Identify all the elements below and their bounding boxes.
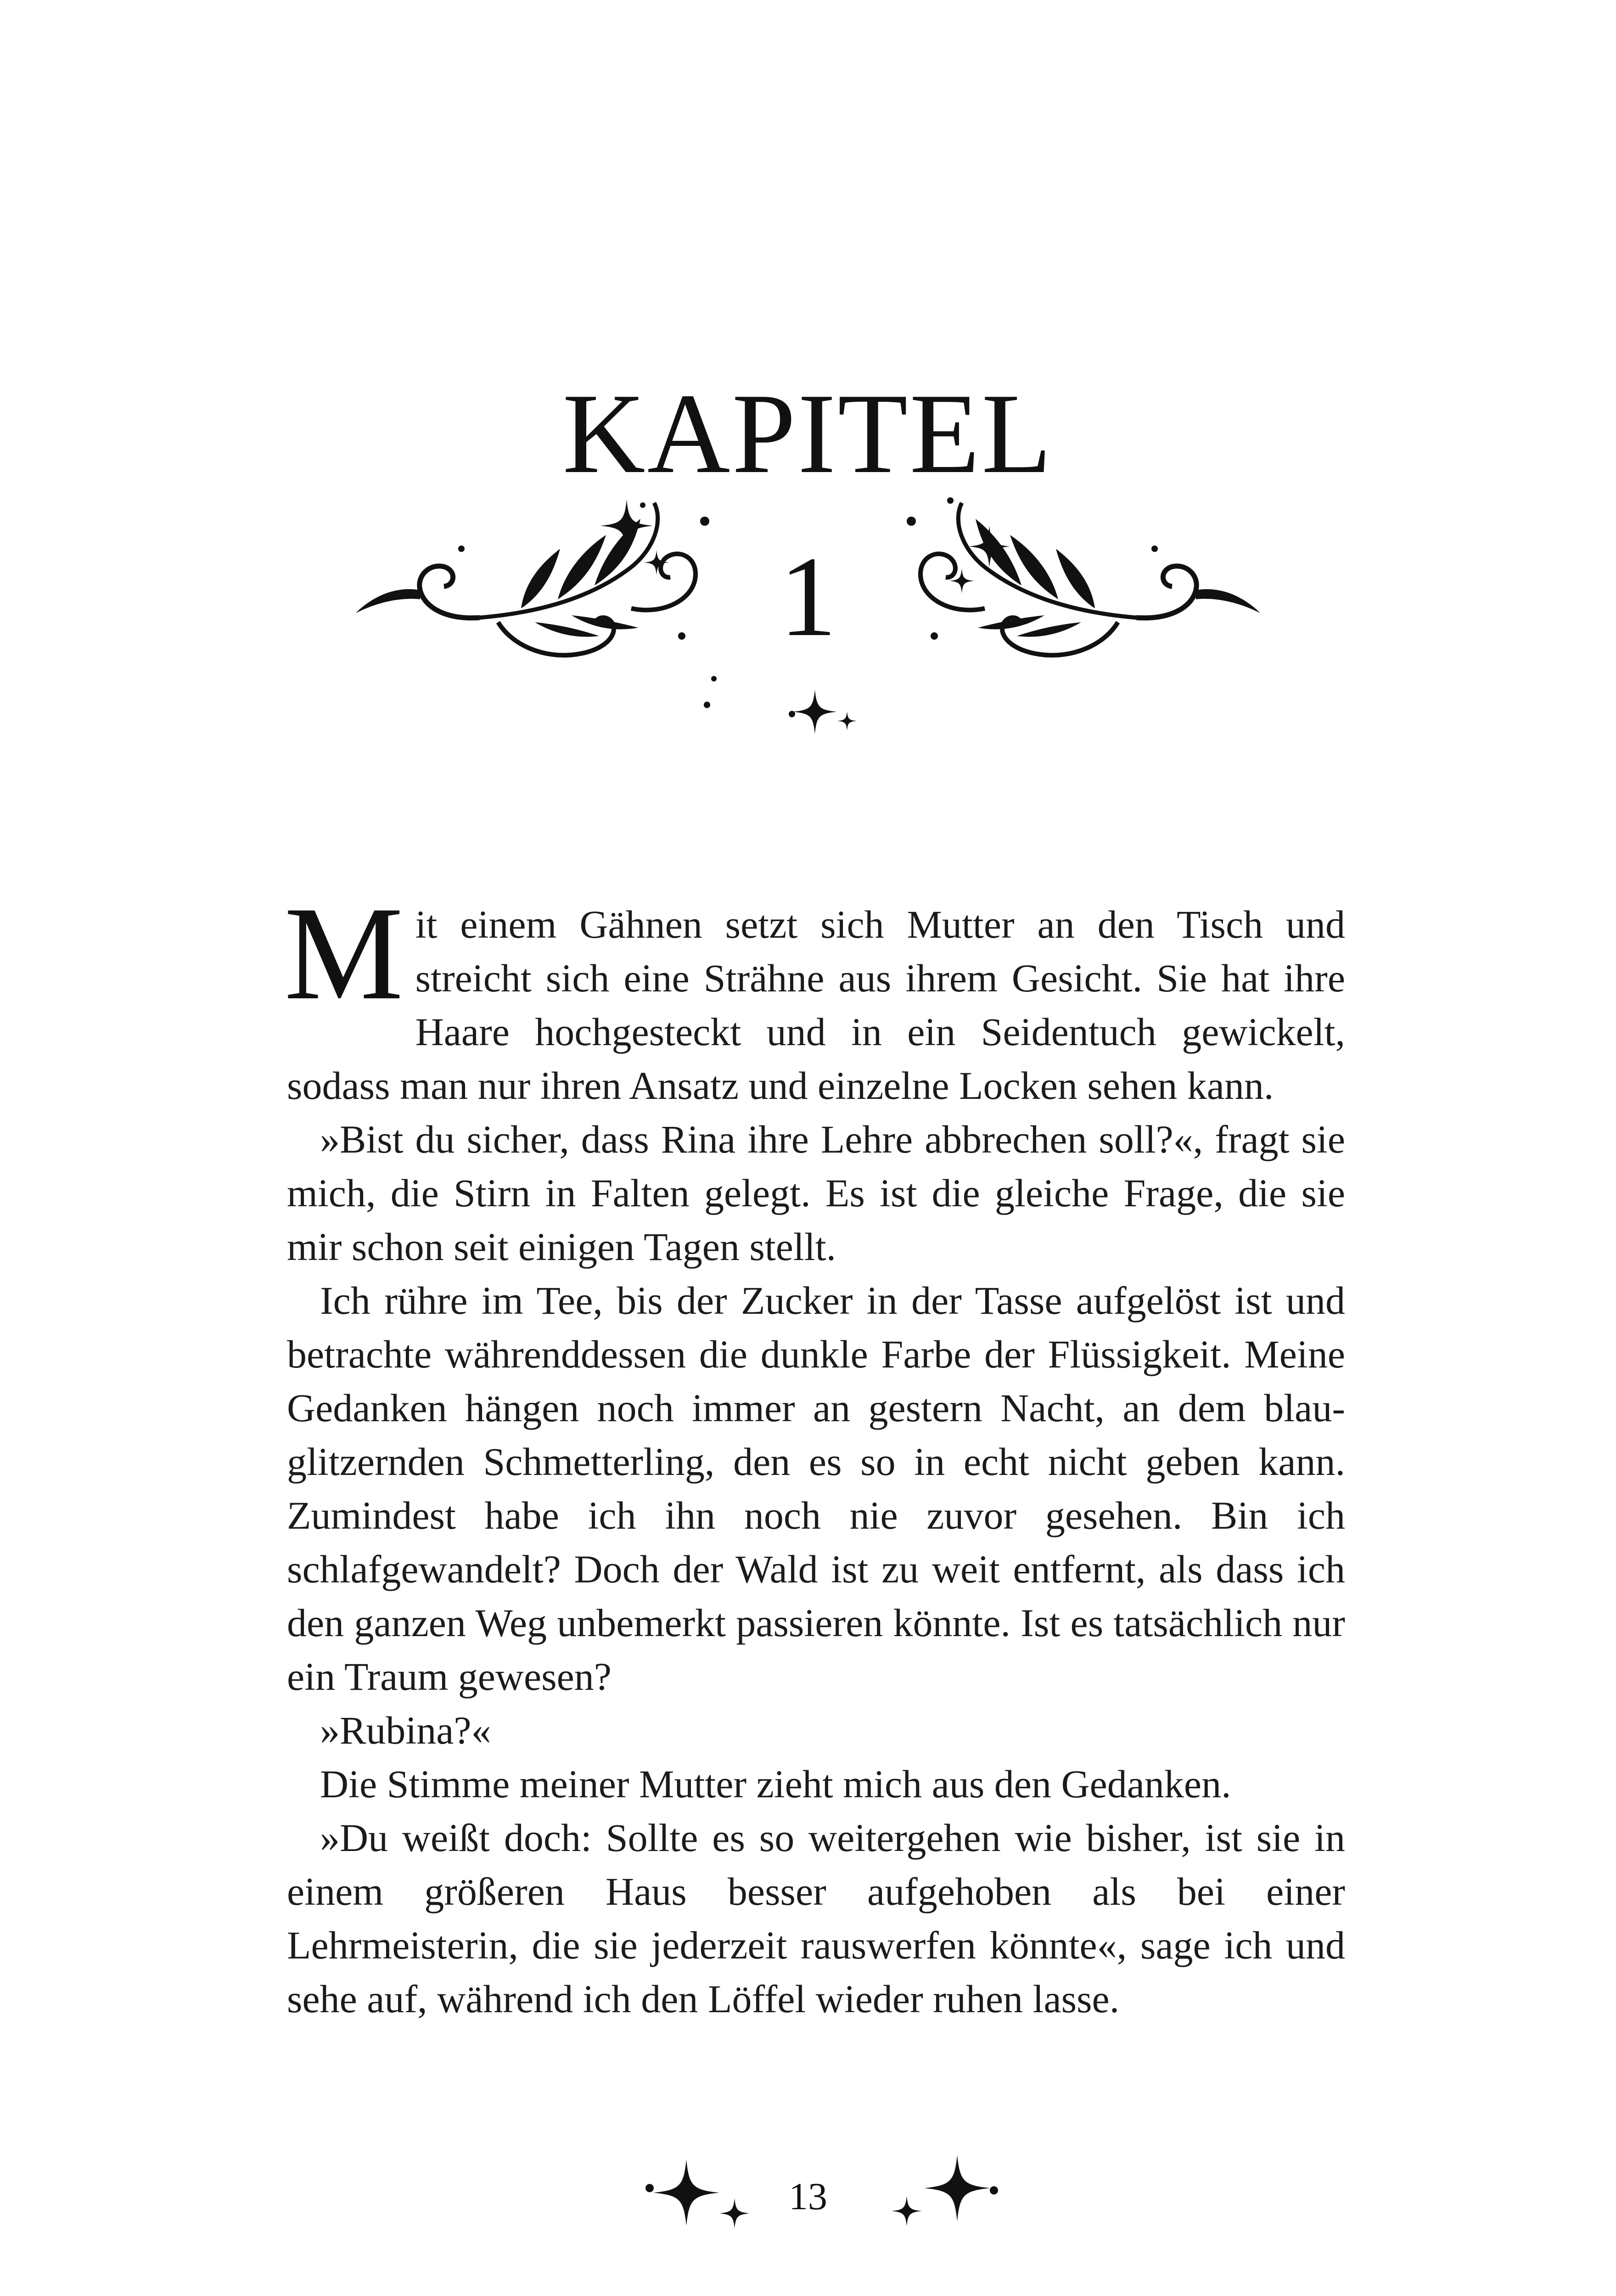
paragraph-4: »Rubina?« [320, 1708, 491, 1752]
chapter-number: 1 [779, 533, 837, 660]
chapter-heading: KAPITEL [562, 370, 1054, 497]
page-number: 13 [789, 2175, 827, 2218]
paragraph-6: »Du weißt doch: Sollte es so weitergehen wie bisher, ist sie in einem größeren Haus besser aufgehoben als bei einer Lehrmeisterin, die sie jederzeit rauswerfen könnte«, sage ich und sehe auf, während ich den Löffel wieder ruhen lasse. [287, 1816, 1345, 2021]
paragraph-2: »Bist du sicher, dass Rina ihre Lehre abbrechen soll?«, fragt sie mich, die Stirn in Falten gelegt. Es ist die gleiche Frage, die sie mir schon seit einigen Tagen stellt. [287, 1117, 1345, 1269]
chapter-text [284, 879, 1345, 2026]
paragraph-3: Ich rühre im Tee, bis der Zucker in der Tasse aufgelöst ist und betrachte währenddessen die dunkle Farbe der Flüssigkeit. Meine Gedanken hängen noch immer an gestern Nacht, an dem blau-glitzernden Schmetterling, den es so in echt nicht geben kann. Zumindest habe ich ihn noch nie zuvor gesehen. Bin ich schlafgewandelt? Doch der Wald ist zu weit entfernt, als dass ich den ganzen Weg unbemerkt passieren könnte. Ist es tatsächlich nur ein Traum gewesen? [287, 1278, 1345, 1699]
paragraph-text: it einem Gähnen setzt sich Mutter an den Tisch und streicht sich eine Strähne aus ihrem Gesicht. Sie hat ihre Haare hochgesteckt und in ein Seidentuch gewickelt, sodass man nur ihren Ansatz und einzelne Locken sehen kann. [287, 902, 1345, 1108]
paragraph-5: Die Stimme meiner Mutter zieht mich aus den Gedanken. [320, 1762, 1231, 1806]
drop-cap: M [284, 879, 404, 1028]
paragraph-1 [284, 879, 1345, 1113]
